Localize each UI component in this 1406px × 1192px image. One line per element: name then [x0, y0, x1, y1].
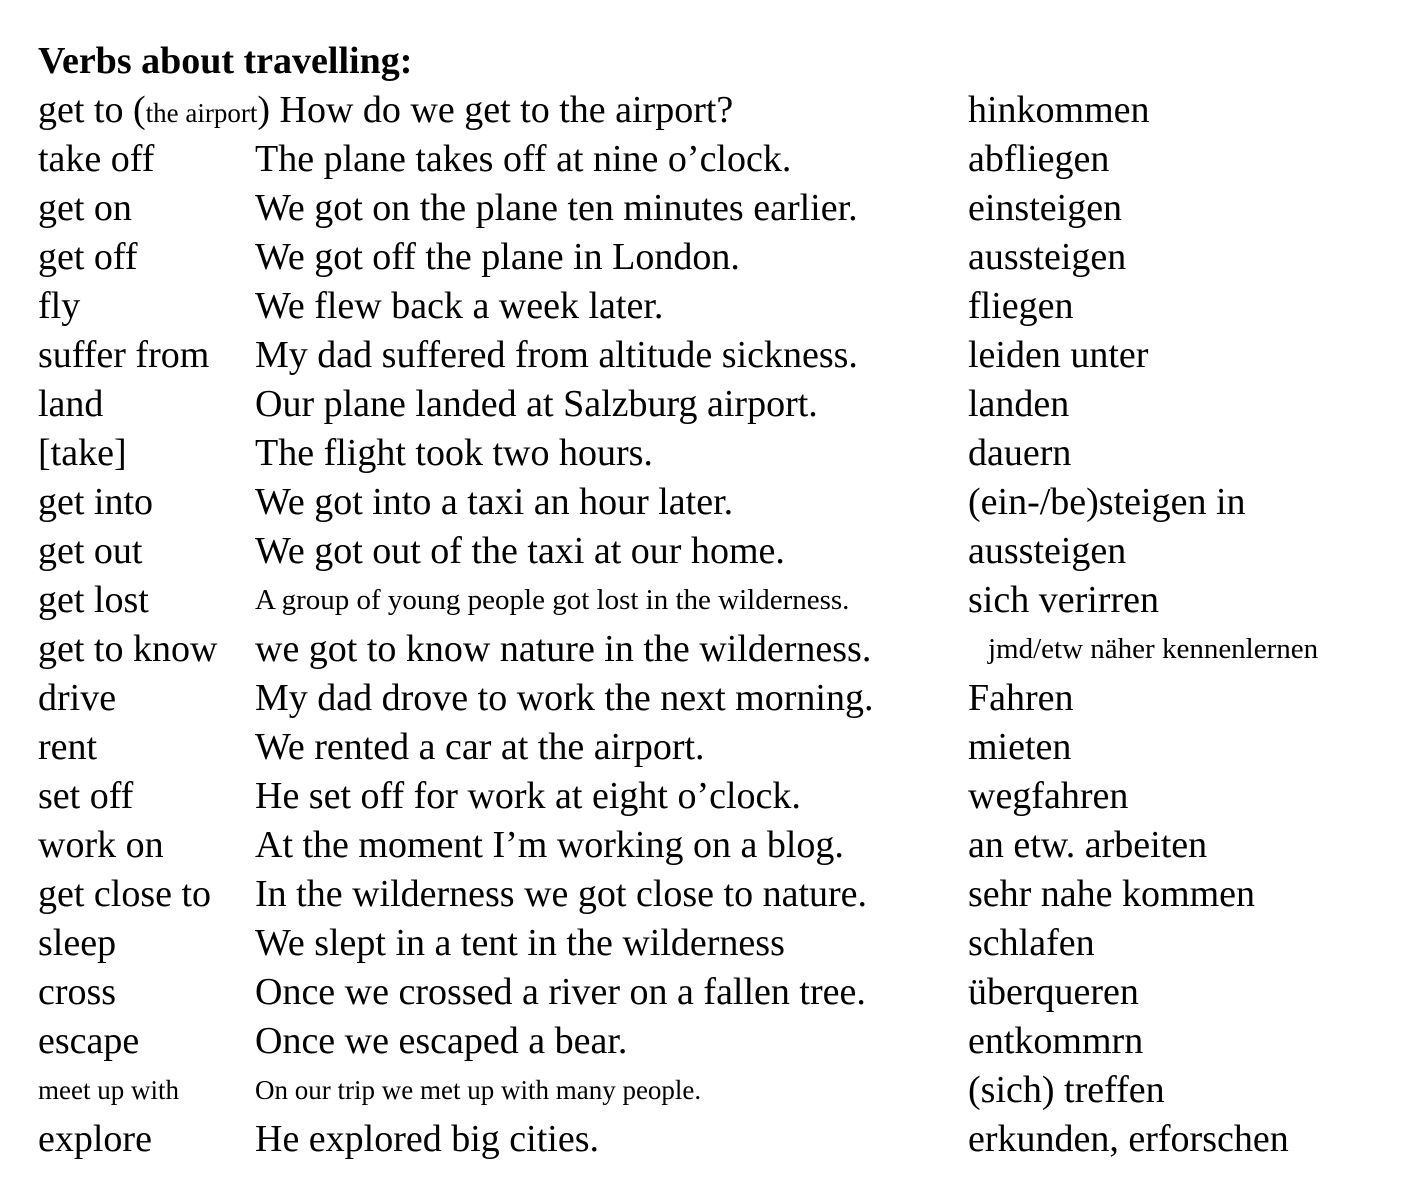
- german-cell: fliegen: [968, 285, 1074, 327]
- vocab-row: [0, 576, 1406, 625]
- german-cell: einsteigen: [968, 187, 1123, 229]
- verb-cell: escape: [38, 1020, 140, 1062]
- page-title: Verbs about travelling:: [38, 40, 413, 82]
- paren-close: ): [257, 89, 271, 131]
- example-cell: We flew back a week later.: [255, 285, 664, 327]
- german-cell: leiden unter: [968, 334, 1149, 376]
- vocab-row: [0, 821, 1406, 870]
- verb-cell: take off: [38, 138, 155, 180]
- vocab-row: [0, 870, 1406, 919]
- example-cell: He explored big cities.: [255, 1118, 600, 1160]
- example-cell: In the wilderness we got close to nature.: [255, 873, 868, 915]
- german-cell: überqueren: [968, 971, 1139, 1013]
- example-cell: My dad suffered from altitude sickness.: [255, 334, 858, 376]
- example-cell: The plane takes off at nine o’clock.: [255, 138, 792, 180]
- example-cell: On our trip we met up with many people.: [255, 1075, 702, 1105]
- german-cell: dauern: [968, 432, 1072, 474]
- german-cell: aussteigen: [968, 236, 1127, 278]
- german-cell: jmd/etw näher kennenlernen: [988, 633, 1319, 665]
- verb-cell: get lost: [38, 579, 149, 621]
- example-cell: We rented a car at the airport.: [255, 726, 705, 768]
- example-cell: we got to know nature in the wilderness.: [255, 628, 872, 670]
- german-cell: aussteigen: [968, 530, 1127, 572]
- german-cell: entkommrn: [968, 1020, 1144, 1062]
- verb-cell: get out: [38, 530, 143, 572]
- verb-cell: get off: [38, 236, 138, 278]
- verb-cell: meet up with: [38, 1075, 179, 1105]
- example-cell: We got off the plane in London.: [255, 236, 740, 278]
- german-cell: (sich) treffen: [968, 1069, 1165, 1111]
- german-cell: mieten: [968, 726, 1072, 768]
- german-cell: schlafen: [968, 922, 1095, 964]
- verb-cell: get on: [38, 187, 132, 229]
- verb-cell: cross: [38, 971, 117, 1013]
- verb-cell: [take]: [38, 432, 127, 474]
- verb-cell: get to: [38, 89, 124, 131]
- vocab-row: [0, 380, 1406, 429]
- verb-cell: suffer from: [38, 334, 210, 376]
- vocab-row: [0, 282, 1406, 331]
- vocab-row: [0, 919, 1406, 968]
- verb-cell: set off: [38, 775, 134, 817]
- vocab-row: [0, 331, 1406, 380]
- example-cell: We got into a taxi an hour later.: [255, 481, 734, 523]
- german-cell: erkunden, erforschen: [968, 1118, 1289, 1160]
- vocab-row: [0, 968, 1406, 1017]
- vocab-row: [0, 527, 1406, 576]
- vocab-row: [0, 1115, 1406, 1164]
- vocab-row: [0, 723, 1406, 772]
- vocab-row-line: [38, 86, 733, 138]
- german-cell: wegfahren: [968, 775, 1129, 817]
- verb-cell: get close to: [38, 873, 212, 915]
- verb-cell: sleep: [38, 922, 117, 964]
- verb-cell: fly: [38, 285, 81, 327]
- vocab-row: [0, 674, 1406, 723]
- verb-cell: land: [38, 383, 104, 425]
- example-cell: My dad drove to work the next morning.: [255, 677, 874, 719]
- german-cell: an etw. arbeiten: [968, 824, 1208, 866]
- vocab-row: [0, 184, 1406, 233]
- paren-text: the airport: [145, 98, 258, 128]
- german-cell: (ein-/be)steigen in: [968, 481, 1246, 523]
- verb-cell: rent: [38, 726, 98, 768]
- example-cell: We slept in a tent in the wilderness: [255, 922, 785, 964]
- paren-open: (: [123, 89, 146, 131]
- verb-cell: work on: [38, 824, 164, 866]
- example-cell: We got on the plane ten minutes earlier.: [255, 187, 858, 229]
- vocab-row: [0, 478, 1406, 527]
- vocab-row: [0, 429, 1406, 478]
- german-cell: sich verirren: [968, 579, 1159, 621]
- example-cell: Once we crossed a river on a fallen tree.: [255, 971, 866, 1013]
- example-cell: He set off for work at eight o’clock.: [255, 775, 801, 817]
- german-cell: landen: [968, 383, 1070, 425]
- verb-cell: explore: [38, 1118, 152, 1160]
- vocab-row: [0, 772, 1406, 821]
- example-cell: Our plane landed at Salzburg airport.: [255, 383, 818, 425]
- verb-cell: get to know: [38, 628, 218, 670]
- example-cell: We got out of the taxi at our home.: [255, 530, 785, 572]
- verb-cell: get into: [38, 481, 154, 523]
- example-cell: How do we get to the airport?: [270, 89, 734, 131]
- vocab-row: [0, 86, 1406, 135]
- vocab-row: [0, 1066, 1406, 1115]
- vocab-row: [0, 233, 1406, 282]
- german-cell: sehr nahe kommen: [968, 873, 1256, 915]
- verb-cell: drive: [38, 677, 117, 719]
- vocab-row: [0, 135, 1406, 184]
- example-cell: A group of young people got lost in the wilderness.: [255, 584, 850, 616]
- german-cell: Fahren: [968, 677, 1074, 719]
- example-cell: At the moment I’m working on a blog.: [255, 824, 844, 866]
- example-cell: Once we escaped a bear.: [255, 1020, 628, 1062]
- example-cell: The flight took two hours.: [255, 432, 653, 474]
- vocab-row: [0, 1017, 1406, 1066]
- vocab-row: [0, 625, 1406, 674]
- german-cell: abfliegen: [968, 138, 1110, 180]
- german-cell: hinkommen: [968, 89, 1150, 131]
